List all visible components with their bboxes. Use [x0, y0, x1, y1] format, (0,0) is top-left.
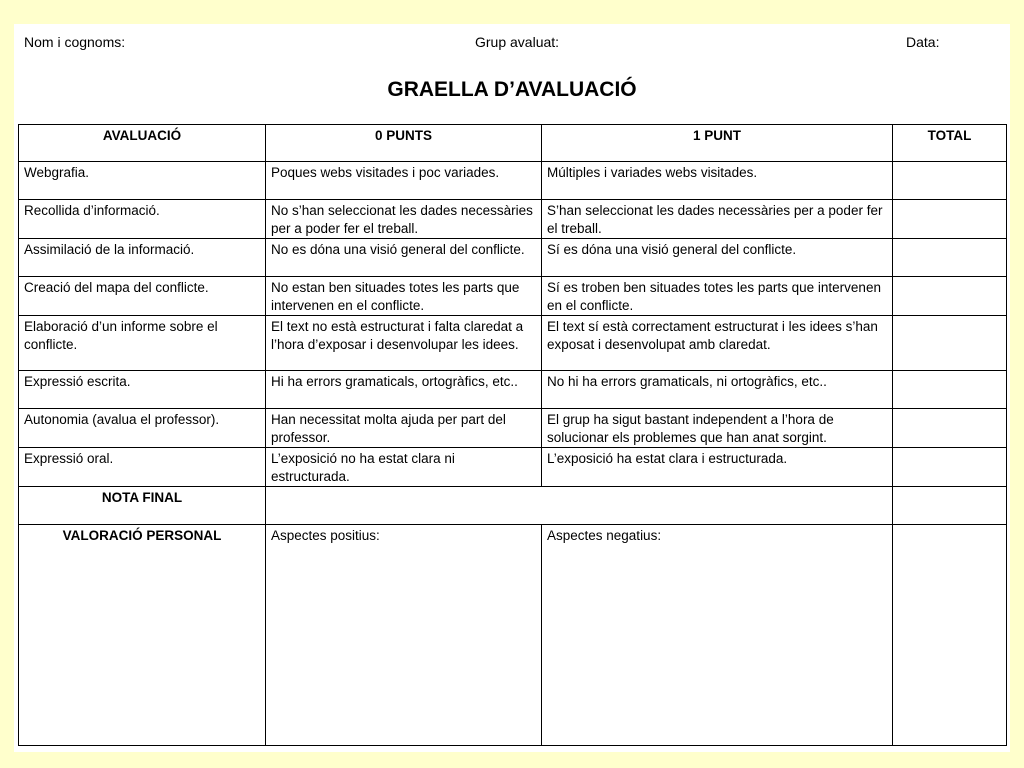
criterion-cell: Expressió escrita.	[19, 371, 266, 409]
final-grade-row	[19, 487, 1007, 525]
criterion-cell: Creació del mapa del conflicte.	[19, 277, 266, 316]
final-grade-label: NOTA FINAL	[19, 487, 266, 525]
table-header-row	[19, 125, 1007, 162]
zero-points-cell: Han necessitat molta ajuda per part del professor.	[266, 409, 542, 448]
negative-aspects-cell[interactable]: Aspectes negatius:	[542, 525, 893, 746]
final-grade-total-cell[interactable]	[893, 487, 1007, 525]
name-label: Nom i cognoms:	[24, 34, 126, 50]
total-cell[interactable]	[893, 277, 1007, 316]
one-point-cell: L’exposició ha estat clara i estructurada.	[542, 448, 893, 487]
total-cell[interactable]	[893, 239, 1007, 277]
zero-points-cell: No s’han seleccionat les dades necessàries per a poder fer el treball.	[266, 200, 542, 239]
column-header-total: TOTAL	[893, 125, 1007, 162]
criterion-cell: Elaboració d’un informe sobre el conflicte.	[19, 316, 266, 371]
personal-assessment-row	[19, 525, 1007, 746]
total-cell[interactable]	[893, 162, 1007, 200]
criterion-cell: Autonomia (avalua el professor).	[19, 409, 266, 448]
date-label: Data:	[906, 34, 940, 50]
table-row	[19, 316, 1007, 371]
zero-points-cell: Hi ha errors gramaticals, ortogràfics, etc..	[266, 371, 542, 409]
criterion-cell: Expressió oral.	[19, 448, 266, 487]
criterion-cell: Webgrafia.	[19, 162, 266, 200]
one-point-cell: No hi ha errors gramaticals, ni ortogràfics, etc..	[542, 371, 893, 409]
table-row	[19, 239, 1007, 277]
column-header-one-point: 1 PUNT	[542, 125, 893, 162]
one-point-cell: S’han seleccionat les dades necessàries per a poder fer el treball.	[542, 200, 893, 239]
total-cell[interactable]	[893, 200, 1007, 239]
one-point-cell: El grup ha sigut bastant independent a l’hora de solucionar els problemes que han anat sorgint.	[542, 409, 893, 448]
total-cell[interactable]	[893, 316, 1007, 371]
zero-points-cell: No es dóna una visió general del conflicte.	[266, 239, 542, 277]
table-row	[19, 409, 1007, 448]
one-point-cell: El text sí està correctament estructurat i les idees s’han exposat i desenvolupat amb claredat.	[542, 316, 893, 371]
one-point-cell: Múltiples i variades webs visitades.	[542, 162, 893, 200]
criterion-cell: Assimilació de la informació.	[19, 239, 266, 277]
positive-aspects-cell[interactable]: Aspectes positius:	[266, 525, 542, 746]
table-row	[19, 371, 1007, 409]
total-cell[interactable]	[893, 371, 1007, 409]
zero-points-cell: L’exposició no ha estat clara ni estructurada.	[266, 448, 542, 487]
table-row	[19, 448, 1007, 487]
table-row	[19, 162, 1007, 200]
zero-points-cell: Poques webs visitades i poc variades.	[266, 162, 542, 200]
page-title: GRAELLA D’AVALUACIÓ	[387, 78, 637, 101]
group-label: Grup avaluat:	[475, 34, 560, 50]
column-header-evaluation: AVALUACIÓ	[19, 125, 266, 162]
total-cell[interactable]	[893, 448, 1007, 487]
zero-points-cell: El text no està estructurat i falta claredat a l’hora d’exposar i desenvolupar les idees.	[266, 316, 542, 371]
final-grade-value-cell[interactable]	[266, 487, 893, 525]
evaluation-sheet	[14, 24, 1010, 752]
table-row	[19, 277, 1007, 316]
one-point-cell: Sí es troben ben situades totes les parts que intervenen en el conflicte.	[542, 277, 893, 316]
column-header-zero-points: 0 PUNTS	[266, 125, 542, 162]
personal-assessment-total-cell[interactable]	[893, 525, 1007, 746]
personal-assessment-label: VALORACIÓ PERSONAL	[19, 525, 266, 746]
criterion-cell: Recollida d’informació.	[19, 200, 266, 239]
one-point-cell: Sí es dóna una visió general del conflicte.	[542, 239, 893, 277]
table-row	[19, 200, 1007, 239]
evaluation-table	[18, 124, 1007, 746]
zero-points-cell: No estan ben situades totes les parts que intervenen en el conflicte.	[266, 277, 542, 316]
total-cell[interactable]	[893, 409, 1007, 448]
